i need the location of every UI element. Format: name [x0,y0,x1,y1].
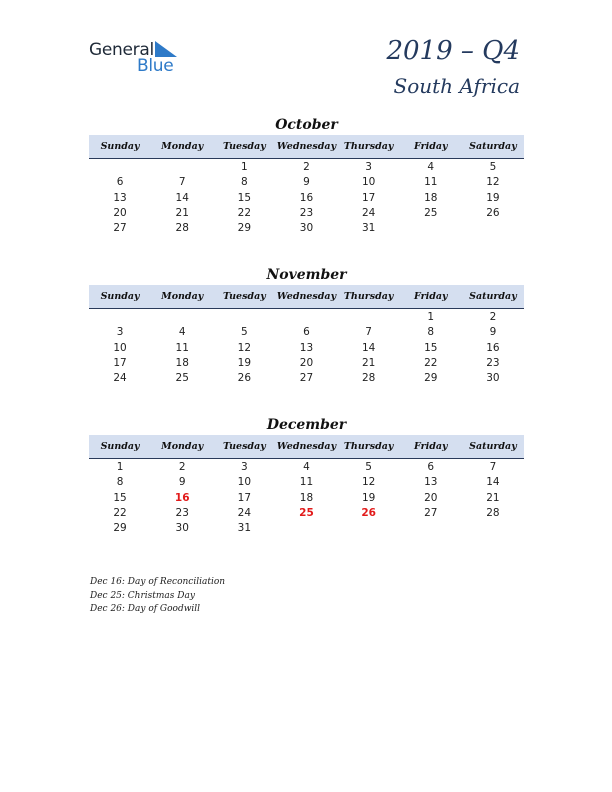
day-cell: 1 [116,461,124,473]
week-row [89,341,524,356]
day-cell: 13 [424,476,438,489]
week-row [89,475,524,490]
day-cell: 22 [113,506,127,519]
weekday-label: Wednesday [276,291,337,302]
day-cell: 11 [175,341,189,354]
day-cell [338,521,400,536]
day-cell [213,310,275,325]
day-cell: 13 [299,341,314,354]
day-cell: 5 [489,161,497,173]
day-cell [275,521,337,536]
week-row [89,460,524,475]
day-cell: 3 [365,161,372,173]
page-title: 2019 – Q4 [386,36,520,66]
day-cell: 11 [424,176,438,189]
day-cell: 31 [237,522,252,535]
day-cell: 7 [178,176,186,189]
day-cell: 31 [361,222,376,235]
holiday-note: Dec 25: Christmas Day [90,590,195,601]
month-calendar-october [89,115,524,236]
day-cell: 23 [299,206,314,219]
day-cell: 17 [237,491,252,504]
weekday-label: Sunday [100,441,140,452]
month-weeks [89,459,524,536]
day-cell: 29 [424,372,438,385]
day-cell: 27 [299,372,314,385]
week-row [89,160,524,175]
weekday-header [89,285,524,309]
day-cell: 4 [303,461,310,473]
day-cell [400,221,462,236]
day-cell: 16 [299,191,314,204]
day-cell: 24 [361,206,376,219]
day-cell [151,310,213,325]
day-cell: 15 [424,341,438,354]
weekday-label: Friday [414,441,448,452]
day-cell: 22 [424,356,438,369]
day-cell: 21 [175,206,189,219]
day-cell: 14 [486,476,500,489]
day-cell: 19 [486,191,500,204]
day-cell: 11 [299,476,314,489]
day-cell: 29 [237,222,252,235]
weekday-label: Sunday [100,141,140,152]
week-row [89,175,524,190]
week-row [89,221,524,236]
day-cell [89,310,151,325]
day-cell: 10 [237,476,252,489]
weekday-label: Thursday [343,141,394,152]
holiday-day-cell: 26 [361,506,376,519]
day-cell: 23 [175,506,189,519]
day-cell: 23 [486,356,500,369]
holiday-note: Dec 16: Day of Reconciliation [90,577,226,587]
week-row [89,521,524,536]
weekday-label: Monday [161,291,204,302]
day-cell [462,221,524,236]
day-cell: 5 [241,326,248,339]
day-cell: 27 [113,222,127,235]
day-cell: 27 [424,506,438,519]
day-cell: 3 [116,326,124,339]
weekday-label: Saturday [469,291,517,302]
logo-text-general: General [89,40,154,60]
day-cell: 6 [116,176,124,189]
week-row [89,356,524,371]
month-title: December [266,417,347,433]
week-row [89,371,524,386]
weekday-label: Saturday [469,141,517,152]
holiday-day-cell: 25 [299,506,314,519]
month-title: November [266,267,347,283]
day-cell: 7 [365,326,372,339]
weekday-label: Monday [161,441,204,452]
weekday-header [89,135,524,159]
day-cell: 8 [116,476,124,489]
weekday-label: Tuesday [222,441,266,452]
day-cell [400,521,462,536]
day-cell [275,310,337,325]
day-cell: 15 [113,491,127,504]
holiday-notes [90,576,225,617]
day-cell: 5 [365,461,372,473]
day-cell: 20 [299,356,314,369]
week-row [89,325,524,340]
month-calendar-november [89,265,524,386]
day-cell: 12 [486,176,500,189]
day-cell: 3 [241,461,248,473]
day-cell: 14 [175,191,189,204]
day-cell: 30 [175,522,189,535]
weekday-label: Wednesday [276,441,337,452]
day-cell: 4 [427,161,435,173]
day-cell: 2 [178,461,186,473]
day-cell: 15 [237,191,252,204]
day-cell: 16 [486,341,500,354]
week-row [89,310,524,325]
day-cell: 14 [361,341,376,354]
day-cell: 18 [299,491,314,504]
holiday-day-cell: 16 [174,491,190,504]
month-weeks [89,159,524,236]
day-cell: 17 [113,356,127,369]
month-weeks [89,309,524,386]
day-cell: 2 [303,161,310,173]
weekday-header [89,435,524,459]
day-cell: 30 [299,222,314,235]
day-cell: 10 [113,341,127,354]
holiday-note: Dec 26: Day of Goodwill [90,604,201,614]
day-cell: 7 [489,461,497,473]
day-cell: 28 [486,506,500,519]
day-cell: 26 [237,372,252,385]
logo [89,39,189,79]
day-cell: 21 [361,356,376,369]
day-cell [462,521,524,536]
day-cell: 21 [486,491,500,504]
day-cell: 4 [178,326,186,339]
day-cell: 6 [427,461,435,473]
day-cell: 10 [361,176,376,189]
day-cell: 19 [361,491,376,504]
day-cell [89,160,151,175]
day-cell [151,160,213,175]
day-cell: 24 [113,372,127,385]
day-cell: 20 [424,491,438,504]
day-cell: 22 [237,206,252,219]
day-cell: 24 [237,506,252,519]
day-cell: 2 [489,311,497,323]
day-cell: 29 [113,522,127,535]
day-cell: 18 [424,191,438,204]
week-row [89,206,524,221]
logo-text-blue: Blue [137,56,174,76]
week-row [89,191,524,206]
week-row [89,491,524,506]
month-title: October [275,117,338,133]
weekday-label: Saturday [469,441,517,452]
day-cell: 8 [427,326,435,339]
day-cell: 1 [241,161,248,173]
day-cell: 30 [486,372,500,385]
day-cell: 25 [175,372,189,385]
day-cell: 20 [113,206,127,219]
weekday-label: Monday [161,141,204,152]
day-cell: 17 [361,191,376,204]
day-cell: 25 [424,206,438,219]
day-cell: 28 [361,372,376,385]
weekday-label: Thursday [343,291,394,302]
weekday-label: Thursday [343,441,394,452]
weekday-label: Tuesday [222,291,266,302]
logo-flag-icon [155,41,177,57]
week-row [89,506,524,521]
month-calendar-december [89,415,524,536]
weekday-label: Friday [414,141,448,152]
page-subtitle: South Africa [393,74,520,98]
weekday-label: Tuesday [222,141,266,152]
day-cell: 1 [427,311,435,323]
day-cell: 12 [237,341,252,354]
day-cell: 19 [237,356,252,369]
day-cell: 9 [178,476,186,489]
weekday-label: Sunday [100,291,140,302]
day-cell: 9 [489,326,497,339]
day-cell: 8 [241,176,248,189]
day-cell: 18 [175,356,189,369]
weekday-label: Wednesday [276,141,337,152]
day-cell: 26 [486,206,500,219]
day-cell: 6 [303,326,310,339]
day-cell [338,310,400,325]
day-cell: 12 [361,476,376,489]
day-cell: 13 [113,191,127,204]
weekday-label: Friday [414,291,448,302]
day-cell: 28 [175,222,189,235]
day-cell: 9 [303,176,310,189]
